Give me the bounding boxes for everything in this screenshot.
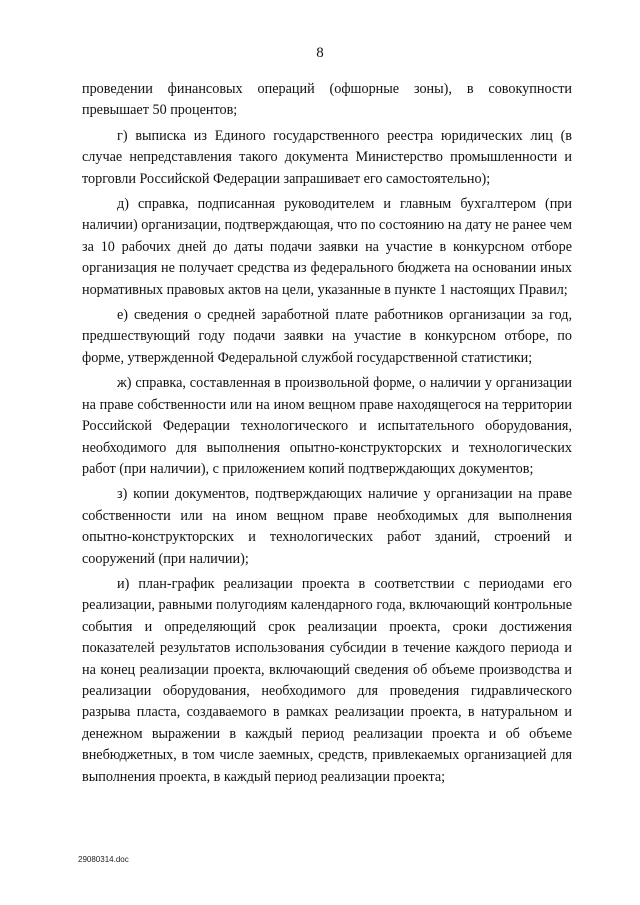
paragraph-continuation: проведении финансовых операций (офшорные зоны), в совокупности превышает 50 процентов;	[82, 81, 572, 119]
paragraph-item-g: г) выписка из Единого государственного реестра юридических лиц (в случае непредставления такого документа Министерство промышленности и торговли Российской Федерации запрашивает его самостоятельно);	[82, 127, 572, 187]
document-body	[82, 79, 572, 792]
paragraph-item-zh: ж) справка, составленная в произвольной форме, о наличии у организации на праве собственности или на ином вещном праве находящегося на территории Российской Федерации технологического и испытательного оборудования, необходимого для выполнения опытно-конструкторских и технологических работ (при наличии), с приложением копий подтверждающих документов;	[82, 375, 572, 477]
page-number: 8	[316, 45, 324, 61]
paragraph-item-z: з) копии документов, подтверждающих наличие у организации на праве собственности или на ином вещном праве необходимых для выполнения опытно-конструкторских и технологических работ зданий, строений и сооружений (при наличии);	[82, 486, 572, 567]
footer-filename: 29080314.doc	[78, 855, 129, 864]
paragraph-item-d: д) справка, подписанная руководителем и главным бухгалтером (при наличии) организации, подтверждающая, что по состоянию на дату не ранее чем за 10 рабочих дней до даты подачи заявки на участие в конкурсном отборе организация не получает средства из федерального бюджета на основании иных нормативных правовых актов на цели, указанные в пункте 1 настоящих Правил;	[82, 196, 572, 298]
paragraph-item-i: и) план-график реализации проекта в соответствии с периодами его реализации, равными полугодиям календарного года, включающий контрольные события и определяющий срок реализации проекта, сроки достижения показателей результатов использования субсидии в течение каждого периода и на конец реализации проекта, включающий сведения об объеме производства и реализации оборудования, необходимого для проведения гидравлического разрыва пласта, создаваемого в рамках реализации проекта, в натуральном и денежном выражении в каждый период реализации проекта и об объеме внебюджетных, в том числе заемных, средств, привлекаемых организацией для выполнения проекта, в каждый период реализации проекта;	[82, 575, 572, 785]
paragraph-item-e: е) сведения о средней заработной плате работников организации за год, предшествующий году подачи заявки на участие в конкурсном отборе, по форме, утвержденной Федеральной службой государственной статистики;	[82, 307, 572, 366]
